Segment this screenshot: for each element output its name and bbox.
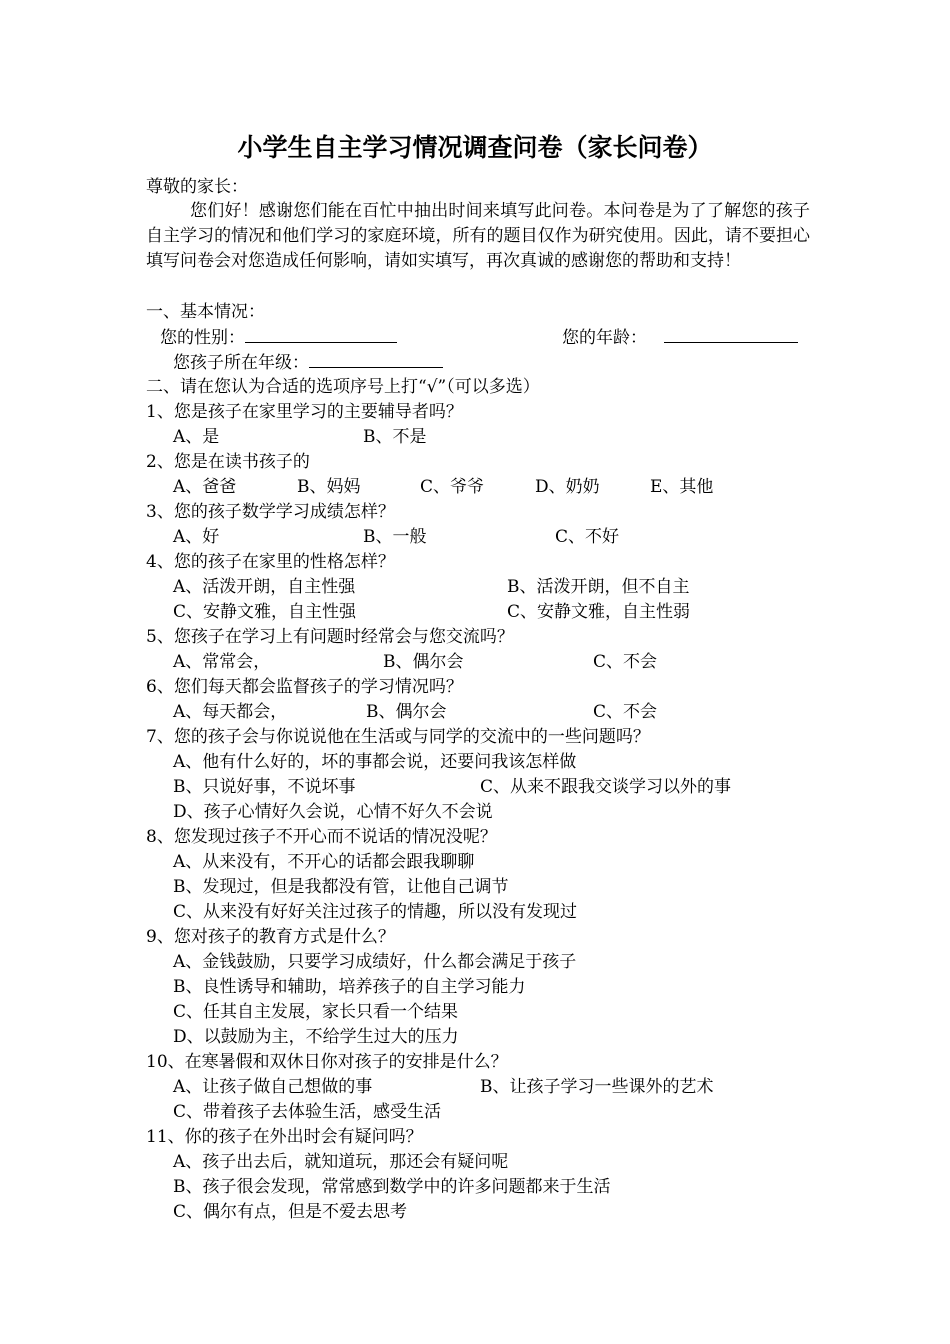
age-blank[interactable] [664,325,798,343]
option[interactable]: C、安静文雅，自主性强 [173,602,357,622]
option[interactable]: B、发现过，但是我都没有管，让他自己调节 [173,877,509,897]
option[interactable]: D、奶奶 [535,477,600,497]
option[interactable]: C、带着孩子去体验生活，感受生活 [173,1102,442,1122]
option[interactable]: A、常常会， [173,652,271,672]
option[interactable]: C、任其自主发展，家长只看一个结果 [173,1002,459,1022]
option[interactable]: A、让孩子做自己想做的事 [173,1077,373,1097]
option[interactable]: C、不会 [593,652,658,672]
option[interactable]: A、他有什么好的，坏的事都会说，还要问我该怎样做 [173,752,577,772]
option[interactable]: C、不会 [593,702,658,722]
question-1: 1、您是孩子在家里学习的主要辅导者吗？ [146,402,463,422]
option[interactable]: B、偶尔会 [366,702,447,722]
option[interactable]: B、让孩子学习一些课外的艺术 [480,1077,714,1097]
question-3: 3、您的孩子数学学习成绩怎样？ [146,502,395,522]
option[interactable]: B、活泼开朗，但不自主 [507,577,690,597]
page-title: 小学生自主学习情况调查问卷（家长问卷） [237,133,713,162]
question-6: 6、您们每天都会监督孩子的学习情况吗？ [146,677,463,697]
option[interactable]: A、好 [173,527,220,547]
question-2: 2、您是在读书孩子的 [146,452,310,472]
intro-paragraph: 您们好！感谢您们能在百忙中抽出时间来填写此问卷。本问卷是为了了解您的孩子自主学习的情况和他们学习的家庭环境，所有的题目仅作为研究使用。因此，请不要担心填写问卷会对您造成任何影响，请如实填写，再次真诚的感谢您的帮助和支持！ [146,201,810,271]
grade-label: 您孩子所在年级： [173,353,309,373]
gender-label: 您的性别： [160,328,245,348]
option[interactable]: B、妈妈 [297,477,361,497]
option[interactable]: C、偶尔有点，但是不爱去思考 [173,1202,408,1222]
option[interactable]: A、从来没有，不开心的话都会跟我聊聊 [173,852,475,872]
option[interactable]: C、从来没有好好关注过孩子的情趣，所以没有发现过 [173,902,578,922]
option[interactable]: B、只说好事，不说坏事 [173,777,356,797]
question-7: 7、您的孩子会与你说说他在生活或与同学的交流中的一些问题吗？ [146,727,650,747]
option[interactable]: D、孩子心情好久会说，心情不好久不会说 [173,802,493,822]
grade-blank[interactable] [309,350,443,368]
question-4: 4、您的孩子在家里的性格怎样？ [146,552,395,572]
question-10: 10、在寒暑假和双休日你对孩子的安排是什么？ [146,1052,508,1072]
age-row [562,325,798,350]
question-5: 5、您孩子在学习上有问题时经常会与您交流吗？ [146,627,514,647]
question-8: 8、您发现过孩子不开心而不说话的情况没呢？ [146,827,497,847]
option[interactable]: A、活泼开朗，自主性强 [173,577,356,597]
option[interactable]: A、是 [173,427,220,447]
greeting: 尊敬的家长： [146,177,248,197]
option[interactable]: B、孩子很会发现，常常感到数学中的许多问题都来于生活 [173,1177,611,1197]
grade-row [173,350,443,375]
option[interactable]: E、其他 [650,477,714,497]
section2-heading: 二、请在您认为合适的选项序号上打“√”（可以多选） [146,377,540,397]
option[interactable]: A、爸爸 [173,477,237,497]
age-label: 您的年龄： [562,328,647,348]
option[interactable]: C、从来不跟我交谈学习以外的事 [480,777,732,797]
option[interactable]: C、爷爷 [420,477,485,497]
option[interactable]: D、以鼓励为主，不给学生过大的压力 [173,1027,459,1047]
question-11: 11、你的孩子在外出时会有疑问吗？ [146,1127,423,1147]
option[interactable]: C、安静文雅，自主性弱 [507,602,691,622]
option[interactable]: A、孩子出去后，就知道玩，那还会有疑问呢 [173,1152,509,1172]
section1-heading: 一、基本情况： [146,302,265,322]
option[interactable]: A、金钱鼓励，只要学习成绩好，什么都会满足于孩子 [173,952,577,972]
question-9: 9、您对孩子的教育方式是什么？ [146,927,395,947]
option[interactable]: B、良性诱导和辅助，培养孩子的自主学习能力 [173,977,526,997]
gender-blank[interactable] [245,325,397,343]
gender-row [160,325,397,350]
option[interactable]: B、不是 [363,427,427,447]
option[interactable]: A、每天都会， [173,702,288,722]
option[interactable]: C、不好 [555,527,620,547]
option[interactable]: B、一般 [363,527,427,547]
option[interactable]: B、偶尔会 [383,652,464,672]
